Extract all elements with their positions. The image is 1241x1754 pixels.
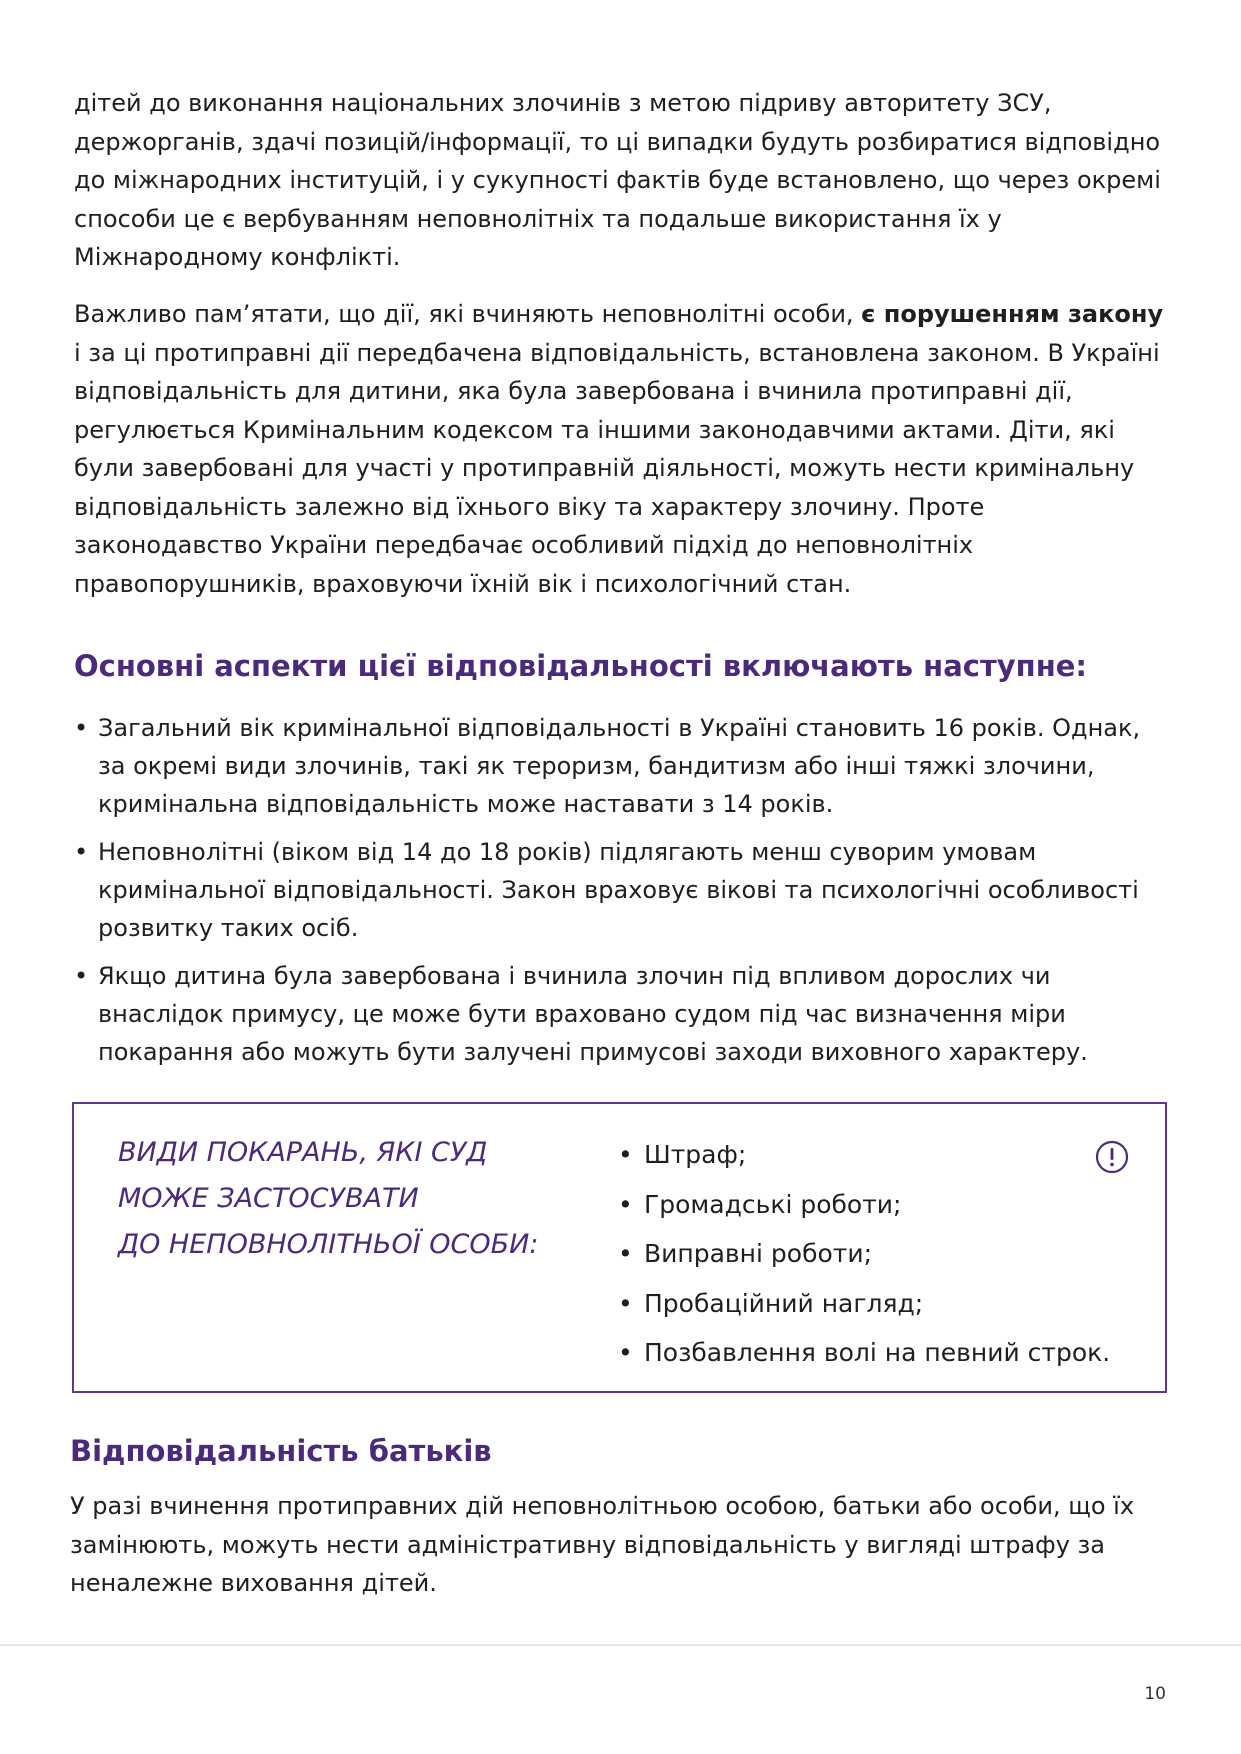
parents-heading: Відповідальність батьків: [70, 1434, 492, 1468]
punishments-list: [614, 1130, 1110, 1378]
aspects-list: [74, 709, 1174, 1081]
callout-title-line: ВИДИ ПОКАРАНЬ, ЯКІ СУД: [118, 1137, 488, 1168]
callout-title-line: ДО НЕПОВНОЛІТНЬОЇ ОСОБИ:: [118, 1229, 539, 1260]
list-item: • Загальний вік кримінальної відповідальності в Україні становить 16 років. Однак, за окремі види злочинів, такі як тероризм, бандитизм або інші тяжкі злочини, кримінальна відповідальність може наставати з 14 років.: [74, 709, 1174, 823]
intro-paragraph: дітей до виконання національних злочинів з метою підриву авторитету ЗСУ, держорганів, здачі позицій/інформації, то ці випадки будуть розбиратися відповідно до міжнародних інституцій, і у сукупності фактів буде встановлено, що через окремі способи це є вербуванням неповнолітніх та подальше використання їх у Міжнародному конфлікті.: [74, 89, 1161, 271]
punishments-callout: [72, 1102, 1167, 1393]
paragraph-bold-text: є порушенням закону: [861, 300, 1164, 328]
callout-title: [118, 1130, 548, 1268]
list-item: • Штраф;: [614, 1130, 1110, 1180]
footer-divider: [0, 1644, 1241, 1646]
list-item: • Пробаційний нагляд;: [614, 1279, 1110, 1329]
paragraph-text-start: Важливо пам’ятати, що дії, які вчиняють неповнолітні особи,: [74, 300, 862, 328]
alert-circle-icon: [1095, 1140, 1129, 1174]
page-number: 10: [1144, 1684, 1166, 1704]
list-item: • Громадські роботи;: [614, 1180, 1110, 1230]
list-item: • Неповнолітні (віком від 14 до 18 років) підлягають менш суворим умовам кримінальної відповідальності. Закон враховує вікові та психологічні особливості розвитку таких осіб.: [74, 833, 1174, 947]
list-item: • Якщо дитина була завербована і вчинила злочин під впливом дорослих чи внаслідок примусу, це може бути враховано судом під час визначення міри покарання або можуть бути залучені примусові заходи виховного характеру.: [74, 957, 1174, 1071]
parents-paragraph: У разі вчинення протиправних дій неповнолітньою особою, батьки або особи, що їх замінюють, можуть нести адміністративну відповідальність у вигляді штрафу за неналежне виховання дітей.: [70, 1492, 1135, 1597]
list-item: • Виправні роботи;: [614, 1229, 1110, 1279]
aspects-heading: Основні аспекти цієї відповідальності включають наступне:: [74, 649, 1088, 683]
responsibility-paragraph: [74, 295, 1169, 603]
callout-title-line: МОЖЕ ЗАСТОСУВАТИ: [118, 1183, 419, 1214]
paragraph-text-end: і за ці протиправні дії передбачена відповідальність, встановлена законом. В Україні відповідальність для дитини, яка була завербована і вчинила протиправні дії, регулюється Кримінальним кодексом та іншими законодавчими актами. Діти, які були завербовані для участі у протиправній діяльності, можуть нести кримінальну відповідальність залежно від їхнього віку та характеру злочину. Проте законодавство України передбачає особливий підхід до неповнолітніх правопорушників, враховуючи їхній вік і психологічний стан.: [74, 338, 1160, 598]
list-item: • Позбавлення волі на певний строк.: [614, 1328, 1110, 1378]
